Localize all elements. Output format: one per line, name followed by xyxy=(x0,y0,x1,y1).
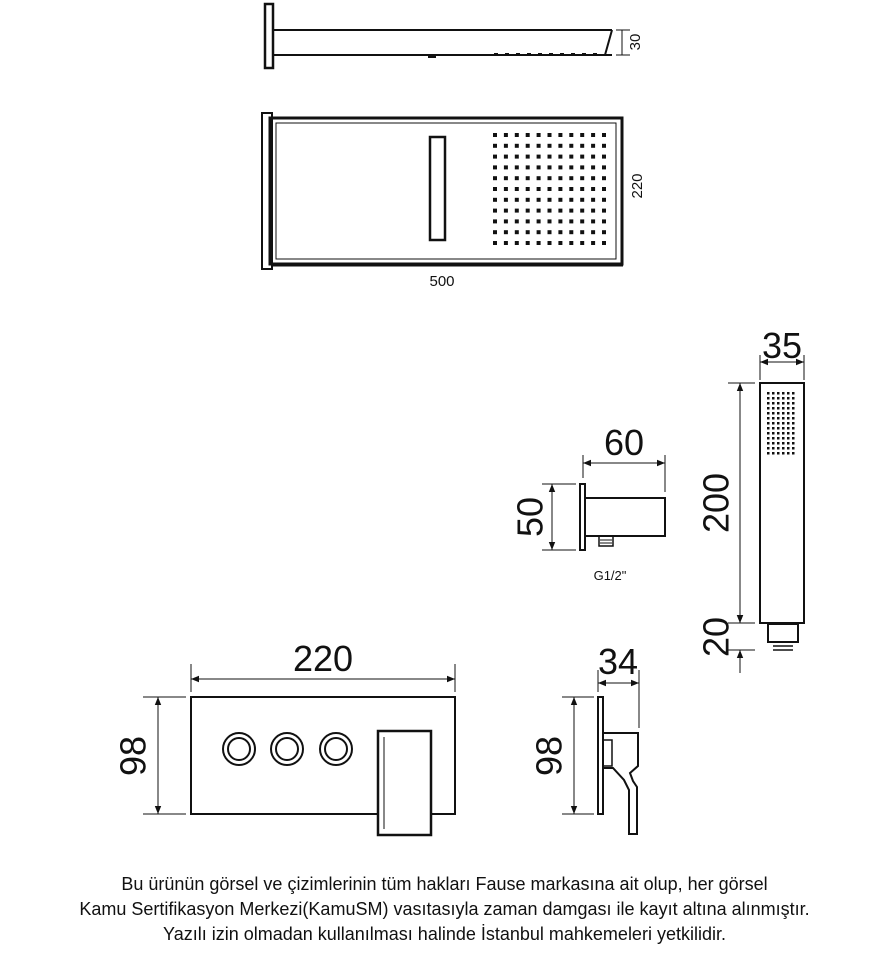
nozzle-dot xyxy=(569,209,573,213)
nozzle-dot xyxy=(504,209,508,213)
nozzle-dot xyxy=(558,144,562,148)
nozzle-dot xyxy=(580,144,584,148)
nozzle-dot xyxy=(591,209,595,213)
nozzle-dot xyxy=(537,209,541,213)
hand-shower-width-label: 35 xyxy=(761,325,803,366)
nozzle-dot xyxy=(493,198,497,202)
hand-nozzle-dot xyxy=(792,452,795,455)
hand-nozzle-dot xyxy=(792,422,795,425)
hand-nozzle-dot xyxy=(792,442,795,445)
head-depth-label: 220 xyxy=(628,173,646,199)
nozzle-dot xyxy=(548,155,552,159)
nozzle-dot xyxy=(493,176,497,180)
hand-nozzle-dot xyxy=(787,412,790,415)
hand-nozzle-dot xyxy=(787,422,790,425)
hand-nozzle-dot xyxy=(787,407,790,410)
hand-nozzle-dot xyxy=(767,452,770,455)
nozzle-dot xyxy=(515,209,519,213)
nozzle-dot xyxy=(558,219,562,223)
nozzle-dot xyxy=(504,187,508,191)
nozzle-dot xyxy=(504,144,508,148)
nozzle-dot xyxy=(569,133,573,137)
nozzle-dot xyxy=(515,133,519,137)
nozzle-dot xyxy=(515,230,519,234)
hand-nozzle-dot xyxy=(767,437,770,440)
nozzle-dot xyxy=(548,219,552,223)
nozzle-dot xyxy=(493,155,497,159)
nozzle-dot xyxy=(526,241,530,245)
nozzle-dot xyxy=(515,155,519,159)
copyright-line-3: Yazılı izin olmadan kullanılması halinde İstanbul mahkemeleri yetkilidir. xyxy=(163,924,726,944)
hand-nozzle-dot xyxy=(767,417,770,420)
mixer-plate-height-label: 98 xyxy=(112,735,154,777)
nozzle-dot xyxy=(537,144,541,148)
nozzle-dot xyxy=(504,165,508,169)
rain-nozzle-grid xyxy=(493,133,606,245)
hand-nozzle-dot xyxy=(782,402,785,405)
hand-nozzle-dot xyxy=(772,417,775,420)
nozzle-dot xyxy=(504,133,508,137)
hand-nozzle-dot xyxy=(767,412,770,415)
nozzle-dot xyxy=(493,230,497,234)
mixer-front-plate xyxy=(191,697,455,835)
head-width-label: 500 xyxy=(429,273,455,290)
nozzle-dot xyxy=(526,198,530,202)
nozzle-dot xyxy=(580,209,584,213)
nozzle-dot xyxy=(548,144,552,148)
nozzle-dot xyxy=(591,133,595,137)
nozzle-dot xyxy=(591,230,595,234)
mixer-side-dimensions xyxy=(562,670,639,814)
nozzle-dot xyxy=(602,187,606,191)
nozzle-dot xyxy=(526,209,530,213)
nozzle-dot xyxy=(515,219,519,223)
nozzle-dot xyxy=(602,209,606,213)
head-side-height-label: 30 xyxy=(626,33,644,51)
nozzle-dot xyxy=(548,176,552,180)
hand-nozzle-dot xyxy=(777,437,780,440)
nozzle-dot xyxy=(548,165,552,169)
hand-nozzle-dot xyxy=(767,402,770,405)
nozzle-dot xyxy=(493,165,497,169)
nozzle-dot xyxy=(558,187,562,191)
hand-nozzle-dot xyxy=(787,392,790,395)
copyright-line-2: Kamu Sertifikasyon Merkezi(KamuSM) vasıtasıyla zaman damgası ile kayıt altına alınmıştır. xyxy=(79,899,810,919)
nozzle-dot xyxy=(558,133,562,137)
nozzle-dot xyxy=(558,209,562,213)
nozzle-dot xyxy=(537,187,541,191)
hand-nozzle-dot xyxy=(782,447,785,450)
hand-nozzle-dot xyxy=(777,422,780,425)
hand-nozzle-dot xyxy=(777,412,780,415)
hand-nozzle-dot xyxy=(777,392,780,395)
nozzle-dot xyxy=(548,187,552,191)
hand-nozzle-dot xyxy=(792,407,795,410)
nozzle-dot xyxy=(548,230,552,234)
nozzle-dot xyxy=(537,176,541,180)
hand-nozzle-dot xyxy=(782,442,785,445)
hand-nozzle-dot xyxy=(792,412,795,415)
hand-nozzle-dot xyxy=(767,422,770,425)
nozzle-dot xyxy=(569,176,573,180)
nozzle-dot xyxy=(580,176,584,180)
nozzle-dot xyxy=(515,144,519,148)
hand-nozzle-dot xyxy=(772,412,775,415)
hand-nozzle-dot xyxy=(777,452,780,455)
hand-nozzle-dot xyxy=(792,427,795,430)
nozzle-dot xyxy=(537,241,541,245)
wall-outlet-thread-label: G1/2" xyxy=(593,568,627,583)
nozzle-dot xyxy=(537,133,541,137)
mixer-plate-width-label: 220 xyxy=(292,638,354,679)
hand-nozzle-dot xyxy=(772,402,775,405)
nozzle-dot xyxy=(493,219,497,223)
hand-nozzle-dot xyxy=(772,407,775,410)
hand-nozzle-dot xyxy=(782,417,785,420)
nozzle-dot xyxy=(504,198,508,202)
hand-nozzle-dot xyxy=(792,397,795,400)
nozzle-dot xyxy=(537,230,541,234)
hand-nozzle-dot xyxy=(787,417,790,420)
nozzle-dot xyxy=(580,187,584,191)
nozzle-dot xyxy=(493,144,497,148)
nozzle-dot xyxy=(493,209,497,213)
nozzle-dot xyxy=(580,155,584,159)
nozzle-dot xyxy=(537,219,541,223)
hand-nozzle-dot xyxy=(787,397,790,400)
nozzle-dot xyxy=(537,155,541,159)
nozzle-dot xyxy=(558,165,562,169)
hand-shower-length-label: 200 xyxy=(695,472,737,534)
nozzle-dot xyxy=(526,133,530,137)
nozzle-dot xyxy=(580,230,584,234)
hand-nozzle-dot xyxy=(787,447,790,450)
nozzle-dot xyxy=(558,198,562,202)
nozzle-dot xyxy=(602,241,606,245)
hand-nozzle-dot xyxy=(772,422,775,425)
nozzle-dot xyxy=(569,230,573,234)
mixer-button-3 xyxy=(320,733,352,765)
nozzle-dot xyxy=(580,241,584,245)
hand-nozzle-dot xyxy=(792,417,795,420)
hand-nozzle-dot xyxy=(772,397,775,400)
nozzle-dot xyxy=(515,198,519,202)
hand-nozzle-dot xyxy=(772,437,775,440)
hand-nozzle-dot xyxy=(772,442,775,445)
nozzle-dot xyxy=(602,219,606,223)
nozzle-dot xyxy=(602,155,606,159)
hand-nozzle-dot xyxy=(782,412,785,415)
hand-nozzle-dot xyxy=(767,397,770,400)
hand-nozzle-dot xyxy=(767,427,770,430)
hand-nozzle-dot xyxy=(792,392,795,395)
hand-nozzle-dot xyxy=(782,422,785,425)
hand-nozzle-dot xyxy=(782,407,785,410)
hand-nozzle-dot xyxy=(777,432,780,435)
nozzle-dot xyxy=(558,241,562,245)
nozzle-dot xyxy=(504,241,508,245)
hand-nozzle-dot xyxy=(792,447,795,450)
hand-nozzle-dot xyxy=(777,427,780,430)
nozzle-dot xyxy=(504,155,508,159)
nozzle-dot xyxy=(569,198,573,202)
hand-nozzle-dot xyxy=(767,442,770,445)
nozzle-dot xyxy=(558,176,562,180)
nozzle-dot xyxy=(580,133,584,137)
hand-nozzle-dot xyxy=(787,432,790,435)
nozzle-dot xyxy=(515,165,519,169)
nozzle-dot xyxy=(548,209,552,213)
shower-head-top-view xyxy=(262,113,623,269)
nozzle-dot xyxy=(602,176,606,180)
hand-nozzle-dot xyxy=(792,432,795,435)
nozzle-dot xyxy=(493,133,497,137)
hand-nozzle-dot xyxy=(782,452,785,455)
wall-outlet xyxy=(580,484,665,550)
mixer-side-view xyxy=(598,697,638,834)
nozzle-dot xyxy=(602,165,606,169)
nozzle-dot xyxy=(548,241,552,245)
nozzle-dot xyxy=(504,176,508,180)
nozzle-dot xyxy=(569,187,573,191)
hand-nozzle-dot xyxy=(777,407,780,410)
mixer-side-depth-label: 34 xyxy=(597,641,639,682)
nozzle-dot xyxy=(591,144,595,148)
hand-nozzle-dot xyxy=(777,417,780,420)
hand-nozzle-dot xyxy=(782,392,785,395)
hand-nozzle-dot xyxy=(787,402,790,405)
hand-shower-connector-label: 20 xyxy=(695,616,737,658)
hand-nozzle-dot xyxy=(767,392,770,395)
nozzle-dot xyxy=(569,241,573,245)
nozzle-dot xyxy=(515,176,519,180)
nozzle-dot xyxy=(580,165,584,169)
hand-nozzle-dot xyxy=(792,437,795,440)
hand-nozzle-dot xyxy=(777,442,780,445)
nozzle-dot xyxy=(602,133,606,137)
shower-head-side-view xyxy=(265,4,630,68)
hand-nozzle-dot xyxy=(777,402,780,405)
hand-nozzle-dot xyxy=(787,452,790,455)
hand-nozzle-dot xyxy=(772,432,775,435)
nozzle-dot xyxy=(569,165,573,169)
nozzle-dot xyxy=(602,144,606,148)
hand-nozzle-dot xyxy=(782,427,785,430)
nozzle-dot xyxy=(526,155,530,159)
hand-nozzle-dot xyxy=(792,402,795,405)
nozzle-dot xyxy=(537,165,541,169)
hand-nozzle-dot xyxy=(787,427,790,430)
hand-nozzle-dot xyxy=(767,407,770,410)
nozzle-dot xyxy=(504,230,508,234)
mixer-button-1 xyxy=(223,733,255,765)
hand-nozzle-dot xyxy=(782,437,785,440)
mixer-side-height-label: 98 xyxy=(528,735,570,777)
nozzle-dot xyxy=(493,187,497,191)
hand-nozzle-dot xyxy=(777,447,780,450)
nozzle-dot xyxy=(591,241,595,245)
copyright-notice xyxy=(0,872,889,947)
nozzle-dot xyxy=(591,165,595,169)
mixer-button-2 xyxy=(271,733,303,765)
nozzle-dot xyxy=(526,165,530,169)
hand-nozzle-dot xyxy=(782,397,785,400)
nozzle-dot xyxy=(569,155,573,159)
copyright-line-1: Bu ürünün görsel ve çizimlerinin tüm hakları Fause markasına ait olup, her görsel xyxy=(121,874,768,894)
wall-outlet-width-label: 60 xyxy=(603,422,645,463)
nozzle-dot xyxy=(548,133,552,137)
nozzle-dot xyxy=(558,155,562,159)
nozzle-dot xyxy=(526,187,530,191)
nozzle-dot xyxy=(569,144,573,148)
nozzle-dot xyxy=(526,230,530,234)
nozzle-dot xyxy=(493,241,497,245)
hand-nozzle-dot xyxy=(772,392,775,395)
nozzle-dot xyxy=(591,187,595,191)
nozzle-dot xyxy=(515,187,519,191)
nozzle-dot xyxy=(526,219,530,223)
nozzle-dot xyxy=(591,198,595,202)
nozzle-dot xyxy=(569,219,573,223)
hand-nozzle-dot xyxy=(787,442,790,445)
nozzle-dot xyxy=(591,219,595,223)
hand-shower-nozzles xyxy=(767,392,795,455)
nozzle-dot xyxy=(558,230,562,234)
nozzle-dot xyxy=(515,241,519,245)
nozzle-dot xyxy=(591,176,595,180)
nozzle-dot xyxy=(602,198,606,202)
hand-nozzle-dot xyxy=(767,447,770,450)
hand-nozzle-dot xyxy=(782,432,785,435)
nozzle-dot xyxy=(602,230,606,234)
nozzle-dot xyxy=(580,198,584,202)
nozzle-dot xyxy=(591,155,595,159)
nozzle-dot xyxy=(526,176,530,180)
nozzle-dot xyxy=(526,144,530,148)
nozzle-dot xyxy=(537,198,541,202)
nozzle-dot xyxy=(548,198,552,202)
wall-outlet-height-label: 50 xyxy=(509,496,551,538)
hand-nozzle-dot xyxy=(767,432,770,435)
hand-nozzle-dot xyxy=(772,452,775,455)
hand-nozzle-dot xyxy=(772,447,775,450)
nozzle-dot xyxy=(580,219,584,223)
hand-nozzle-dot xyxy=(787,437,790,440)
hand-nozzle-dot xyxy=(777,397,780,400)
nozzle-dot xyxy=(504,219,508,223)
hand-nozzle-dot xyxy=(772,427,775,430)
